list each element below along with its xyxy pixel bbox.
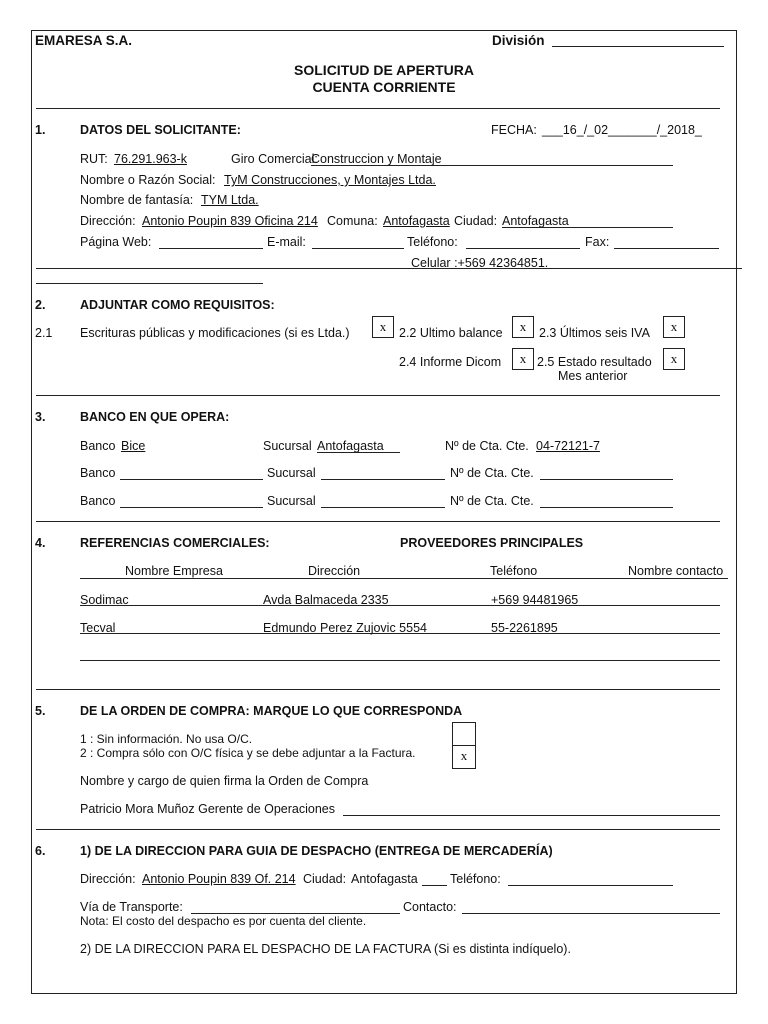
banco2-label: Banco xyxy=(80,466,116,480)
section1-title: DATOS DEL SOLICITANTE: xyxy=(80,123,241,137)
ref2-direccion[interactable]: Edmundo Perez Zujovic 5554 xyxy=(263,621,427,635)
divider xyxy=(36,395,720,396)
escrituras-label: Escrituras públicas y modificaciones (si es Ltda.) xyxy=(80,326,350,340)
cta1-label: Nº de Cta. Cte. xyxy=(445,439,529,453)
row-rule-empty[interactable] xyxy=(80,660,720,661)
banco3-field[interactable] xyxy=(120,507,263,508)
title-line1: SOLICITUD DE APERTURA xyxy=(294,62,474,78)
mes-anterior-label: Mes anterior xyxy=(558,369,628,383)
section2-number: 2. xyxy=(35,298,46,312)
sucursal1-field-line xyxy=(317,452,400,453)
option2-checkbox[interactable]: x xyxy=(452,745,476,769)
despacho-direccion-label: Dirección: xyxy=(80,872,136,886)
email-label: E-mail: xyxy=(267,235,306,249)
column-header: Dirección xyxy=(308,564,361,578)
nombre-label: Nombre o Razón Social: xyxy=(80,173,216,187)
section6-number: 6. xyxy=(35,844,46,858)
dicom-label: 2.4 Informe Dicom xyxy=(399,355,502,369)
fecha-value[interactable]: ___16_/_02_______/_2018_ xyxy=(542,123,702,137)
ciudad-value[interactable]: Antofagasta xyxy=(502,214,569,228)
balance-checkbox[interactable]: x xyxy=(512,316,534,338)
ciudad-tail-line xyxy=(422,885,447,886)
firma-field-line xyxy=(343,815,720,816)
ref2-empresa[interactable]: Tecval xyxy=(80,621,116,635)
comuna-label: Comuna: xyxy=(327,214,378,228)
divider xyxy=(36,521,720,522)
giro-field-line xyxy=(311,165,673,166)
section2-subnumber: 2.1 xyxy=(35,326,53,340)
option1-checkbox[interactable] xyxy=(452,722,476,746)
banco3-label: Banco xyxy=(80,494,116,508)
fantasia-value[interactable]: TYM Ltda. xyxy=(201,193,259,207)
section4-title: REFERENCIAS COMERCIALES: xyxy=(80,536,270,550)
telefono-label: Teléfono: xyxy=(407,235,458,249)
despacho-direccion-value[interactable]: Antonio Poupin 839 Of. 214 xyxy=(142,872,296,886)
divider xyxy=(36,108,720,109)
banco2-field[interactable] xyxy=(120,479,263,480)
section5-title: DE LA ORDEN DE COMPRA: MARQUE LO QUE CORRESPONDA xyxy=(80,704,463,718)
section4-number: 4. xyxy=(35,536,46,550)
contacto-field[interactable] xyxy=(462,913,720,914)
telefono-field[interactable] xyxy=(466,248,580,249)
section1-number: 1. xyxy=(35,123,46,137)
fantasia-label: Nombre de fantasía: xyxy=(80,193,194,207)
section4-subtitle: PROVEEDORES PRINCIPALES xyxy=(400,536,584,550)
cta3-field[interactable] xyxy=(540,507,673,508)
company-name: EMARESA S.A. xyxy=(35,33,133,48)
ref2-telefono[interactable]: 55-2261895 xyxy=(491,621,558,635)
nombre-value[interactable]: TyM Construcciones, y Montajes Ltda. xyxy=(224,173,436,187)
section3-number: 3. xyxy=(35,410,46,424)
ref1-telefono[interactable]: +569 94481965 xyxy=(491,593,579,607)
column-header: Nombre contacto xyxy=(628,564,724,578)
ciudad-field-line xyxy=(502,227,673,228)
section5-number: 5. xyxy=(35,704,46,718)
dicom-checkbox[interactable]: x xyxy=(512,348,534,370)
option1-label: 1 : Sin información. No usa O/C. xyxy=(80,732,253,746)
iva-checkbox[interactable]: x xyxy=(663,316,685,338)
section3-title: BANCO EN QUE OPERA: xyxy=(80,410,230,424)
divider xyxy=(36,268,742,269)
sucursal3-label: Sucursal xyxy=(267,494,316,508)
column-header: Teléfono xyxy=(490,564,538,578)
divider xyxy=(36,829,720,830)
section6-title: 1) DE LA DIRECCION PARA GUIA DE DESPACHO (ENTREGA DE MERCADERÍA) xyxy=(80,844,553,858)
estado-checkbox[interactable]: x xyxy=(663,348,685,370)
despacho-telefono-field[interactable] xyxy=(508,885,673,886)
ref1-direccion[interactable]: Avda Balmaceda 2335 xyxy=(263,593,389,607)
despacho-ciudad-label: Ciudad: xyxy=(303,872,347,886)
web-label: Página Web: xyxy=(80,235,152,249)
direccion-label: Dirección: xyxy=(80,214,136,228)
balance-label: 2.2 Ultimo balance xyxy=(399,326,503,340)
row-rule xyxy=(80,633,720,634)
option2-label: 2 : Compra sólo con O/C física y se debe adjuntar a la Factura. xyxy=(80,746,416,760)
division-label: División xyxy=(492,33,545,48)
nota: Nota: El costo del despacho es por cuenta del cliente. xyxy=(80,914,367,928)
divider xyxy=(36,689,720,690)
iva-label: 2.3 Últimos seis IVA xyxy=(539,326,650,340)
sucursal1-label: Sucursal xyxy=(263,439,312,453)
cta3-label: Nº de Cta. Cte. xyxy=(450,494,534,508)
sucursal3-field[interactable] xyxy=(321,507,445,508)
row-rule xyxy=(80,605,720,606)
despacho-ciudad-value[interactable]: Antofagasta xyxy=(351,872,418,886)
divider xyxy=(36,283,263,284)
sucursal2-field[interactable] xyxy=(321,479,445,480)
comuna-value[interactable]: Antofagasta xyxy=(383,214,450,228)
division-field[interactable] xyxy=(552,46,724,47)
giro-value[interactable]: Construccion y Montaje xyxy=(311,152,442,166)
banco1-label: Banco xyxy=(80,439,116,453)
ref1-empresa[interactable]: Sodimac xyxy=(80,593,129,607)
fax-label: Fax: xyxy=(585,235,610,249)
fecha-label: FECHA: xyxy=(491,123,537,137)
cta1-value[interactable]: 04-72121-7 xyxy=(536,439,600,453)
ciudad-label: Ciudad: xyxy=(454,214,498,228)
via-label: Vía de Transporte: xyxy=(80,900,183,914)
web-field[interactable] xyxy=(159,248,263,249)
celular: Celular :+569 42364851. xyxy=(411,256,549,270)
despacho-telefono-label: Teléfono: xyxy=(450,872,501,886)
contacto-label: Contacto: xyxy=(403,900,457,914)
giro-label: Giro Comercial: xyxy=(231,152,318,166)
column-header: Nombre Empresa xyxy=(125,564,223,578)
direccion-value[interactable]: Antonio Poupin 839 Oficina 214 xyxy=(142,214,318,228)
factura-direccion-label: 2) DE LA DIRECCION PARA EL DESPACHO DE LA FACTURA (Si es distinta indíquelo). xyxy=(80,942,571,956)
fax-field[interactable] xyxy=(614,248,719,249)
firma-label: Nombre y cargo de quien firma la Orden de Compra xyxy=(80,774,369,788)
estado-label: 2.5 Estado resultado xyxy=(537,355,652,369)
cta2-label: Nº de Cta. Cte. xyxy=(450,466,534,480)
sucursal2-label: Sucursal xyxy=(267,466,316,480)
rut-value[interactable]: 76.291.963-k xyxy=(114,152,187,166)
banco1-value[interactable]: Bice xyxy=(121,439,146,453)
escrituras-checkbox[interactable]: x xyxy=(372,316,394,338)
cta2-field[interactable] xyxy=(540,479,673,480)
section2-title: ADJUNTAR COMO REQUISITOS: xyxy=(80,298,275,312)
title-line2: CUENTA CORRIENTE xyxy=(312,79,456,95)
email-field[interactable] xyxy=(312,248,404,249)
rut-label: RUT: xyxy=(80,152,108,166)
firma-value[interactable]: Patricio Mora Muñoz Gerente de Operaciones xyxy=(80,802,335,816)
sucursal1-value[interactable]: Antofagasta xyxy=(317,439,384,453)
header-rule xyxy=(80,578,728,579)
